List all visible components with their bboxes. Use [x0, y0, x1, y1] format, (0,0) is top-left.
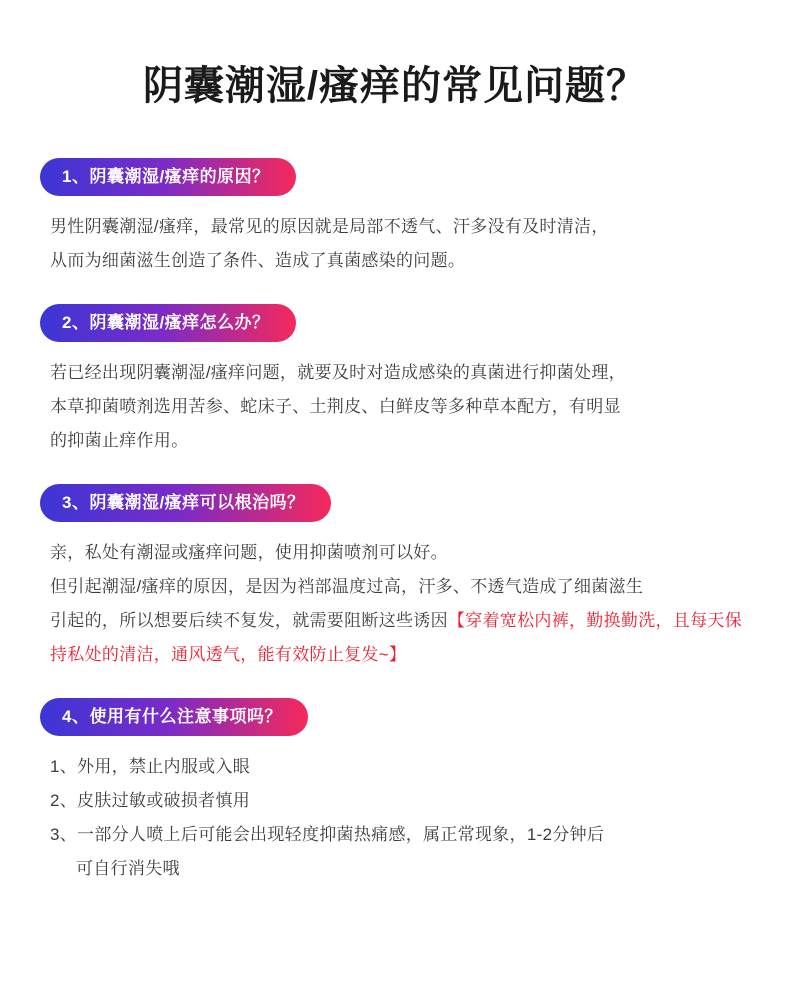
- faq-answer-1: [40, 210, 750, 278]
- faq-answer-line: 亲，私处有潮湿或瘙痒问题，使用抑菌喷剂可以好。: [50, 543, 448, 562]
- faq-question-pill-3[interactable]: 3、阴囊潮湿/瘙痒可以根治吗？: [40, 484, 331, 522]
- faq-note-line-continuation: 可自行消失哦: [76, 859, 180, 878]
- faq-list: [40, 158, 750, 886]
- faq-item-2: [40, 304, 750, 458]
- faq-answer-line: 本草抑菌喷剂选用苦参、蛇床子、土荆皮、白鲜皮等多种草本配方，有明显: [50, 397, 621, 416]
- faq-note-line: 2、皮肤过敏或破损者慎用: [50, 791, 251, 810]
- faq-note-line: 3、一部分人喷上后可能会出现轻度抑菌热痛感，属正常现象，1-2分钟后: [50, 825, 605, 844]
- faq-answer-line: 若已经出现阴囊潮湿/瘙痒问题，就要及时对造成感染的真菌进行抑菌处理，: [50, 363, 626, 382]
- faq-answer-line: 但引起潮湿/瘙痒的原因，是因为裆部温度过高，汗多、不透气造成了细菌滋生: [50, 577, 644, 596]
- page-title: 阴囊潮湿/瘙痒的常见问题？: [142, 64, 648, 108]
- faq-answer-line-with-highlight: [50, 604, 750, 672]
- faq-answer-line: 的抑菌止痒作用。: [50, 431, 189, 450]
- faq-answer-line: 从而为细菌滋生创造了条件、造成了真菌感染的问题。: [50, 251, 466, 270]
- faq-item-1: [40, 158, 750, 278]
- faq-note-line: 1、外用，禁止内服或入眼: [50, 757, 251, 776]
- faq-answer-highlight: 【穿着宽松内裤，勤换勤洗，且每天保持私处的清洁，通风透气，能有效防止复发~】: [50, 611, 743, 664]
- faq-item-3: [40, 484, 750, 672]
- faq-answer-line: 男性阴囊潮湿/瘙痒，最常见的原因就是局部不透气、汗多没有及时清洁，: [50, 217, 609, 236]
- faq-answer-4: [40, 750, 750, 886]
- faq-question-pill-2[interactable]: 2、阴囊潮湿/瘙痒怎么办？: [40, 304, 296, 342]
- faq-answer-3: [40, 536, 750, 672]
- faq-question-pill-4[interactable]: 4、使用有什么注意事项吗？: [40, 698, 308, 736]
- faq-question-pill-1[interactable]: 1、阴囊潮湿/瘙痒的原因？: [40, 158, 296, 196]
- faq-item-4: [40, 698, 750, 886]
- faq-answer-2: [40, 356, 750, 458]
- faq-answer-text: 引起的，所以想要后续不复发，就需要阻断这些诱因: [50, 611, 448, 630]
